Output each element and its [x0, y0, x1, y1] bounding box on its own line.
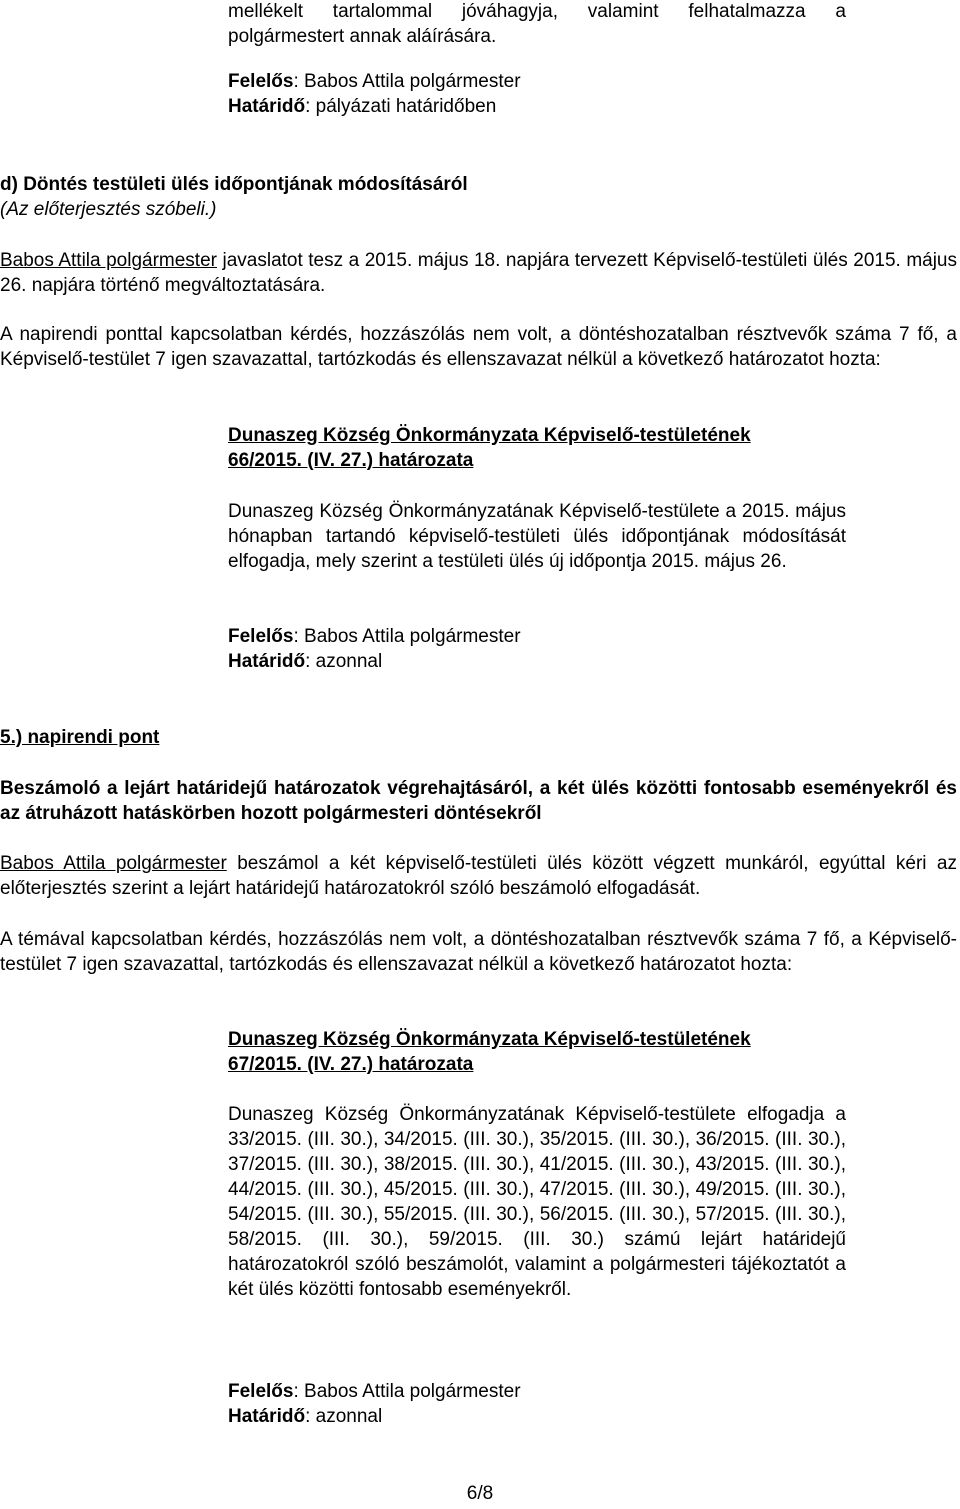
- reporter-name: Babos Attila polgármester: [0, 853, 227, 874]
- resolution-67-title: [228, 1027, 846, 1077]
- felelos-label: Felelős: [228, 1381, 294, 1402]
- agenda-5-report: [0, 851, 957, 901]
- approval-line-2: polgármestert annak aláírására.: [228, 26, 497, 47]
- agenda-5-title: Beszámoló a lejárt határidejű határozatok végrehajtásáról, a két ülés közötti fontosabb eseményekről és az átruházott hatáskörben hozott polgármesteri döntésekről: [0, 778, 957, 824]
- resolution-66-title-line-2: 66/2015. (IV. 27.) határozata: [228, 450, 474, 471]
- felelos-label: Felelős: [228, 71, 294, 92]
- hatarido-label: Határidő: [228, 1406, 306, 1427]
- hatarido-label: Határidő: [228, 651, 306, 672]
- resolution-67-body: Dunaszeg Község Önkormányzatának Képviselő-testülete elfogadja a 33/2015. (III. 30.), 34/2015. (III. 30.), 35/2015. (III. 30.), 36/2015. (III. 30.), 37/2015. (III. 30.), 38/2015. (III. 30.), 41/2015. (III. 30.), 43/2015. (III. 30.), 44/2015. (III. 30.), 45/2015. (III. 30.), 47/2015. (III. 30.), 49/2015. (III. 30.), 54/2015. (III. 30.), 55/2015. (III. 30.), 56/2015. (III. 30.), 57/2015. (III. 30.), 58/2015. (III. 30.), 59/2015. (III. 30.) számú lejárt határidejű határozatokról szóló beszámolót, valamint a polgármesteri tájékoztatót a két ülés közötti fontosabb eseményekről.: [228, 1104, 846, 1300]
- item-d-proposal: [0, 248, 957, 298]
- item-d-note: (Az előterjesztés szóbeli.): [0, 199, 217, 220]
- deadline-line-1: [228, 94, 846, 119]
- resolution-66-body: Dunaszeg Község Önkormányzatának Képviselő-testülete a 2015. május hónapban tartandó képviselő-testületi ülés időpontjának módosítását elfogadja, mely szerint a testületi ülés új időpontja 2015. május 26.: [228, 501, 846, 572]
- responsible-line-1: [228, 69, 846, 94]
- agenda-5-heading: 5.) napirendi pont: [0, 727, 160, 748]
- proposal-text: javaslatot tesz a 2015. május 18. napjára tervezett Képviselő-testületi ülés 2015. május 26. napjára történő megváltoztatására.: [0, 250, 957, 296]
- item-d-title: d) Döntés testületi ülés időpontjának módosításáról: [0, 174, 468, 195]
- approval-text: [228, 0, 846, 49]
- hatarido-value: : azonnal: [305, 1406, 383, 1427]
- resolution-66-title: [228, 423, 846, 473]
- agenda-5-vote: A témával kapcsolatban kérdés, hozzászólás nem volt, a döntéshozatalban résztvevők száma 7 fő, a Képviselő-testület 7 igen szavazattal, tartózkodás és ellenszavazat nélkül a következő határozatot hozta:: [0, 929, 957, 975]
- report-text: beszámol a két képviselő-testületi ülés között végzett munkáról, egyúttal kéri az előterjesztés szerint a lejárt határidejű határozatokról szóló beszámoló elfogadását.: [0, 853, 957, 899]
- hatarido-value: : pályázati határidőben: [305, 96, 497, 117]
- page-number: 6/8: [466, 1483, 494, 1504]
- felelos-value: : Babos Attila polgármester: [293, 1381, 521, 1402]
- approval-line-1: mellékelt tartalommal jóváhagyja, valamint felhatalmazza a: [228, 1, 846, 22]
- resolution-66-title-line-1: Dunaszeg Község Önkormányzata Képviselő-testületének: [228, 425, 751, 446]
- felelos-value: : Babos Attila polgármester: [293, 626, 521, 647]
- resolution-67-deadline: [228, 1404, 846, 1429]
- resolution-66-responsible: [228, 624, 846, 649]
- hatarido-value: : azonnal: [305, 651, 383, 672]
- resolution-67-responsible: [228, 1379, 846, 1404]
- resolution-67-title-line-1: Dunaszeg Község Önkormányzata Képviselő-testületének: [228, 1029, 751, 1050]
- proposer-name: Babos Attila polgármester: [0, 250, 217, 271]
- resolution-66-deadline: [228, 649, 846, 674]
- hatarido-label: Határidő: [228, 96, 306, 117]
- felelos-value: : Babos Attila polgármester: [293, 71, 521, 92]
- felelos-label: Felelős: [228, 626, 294, 647]
- item-d-vote: A napirendi ponttal kapcsolatban kérdés, hozzászólás nem volt, a döntéshozatalban résztvevők száma 7 fő, a Képviselő-testület 7 igen szavazattal, tartózkodás és ellenszavazat nélkül a következő határozatot hozta:: [0, 324, 957, 370]
- resolution-67-title-line-2: 67/2015. (IV. 27.) határozata: [228, 1054, 474, 1075]
